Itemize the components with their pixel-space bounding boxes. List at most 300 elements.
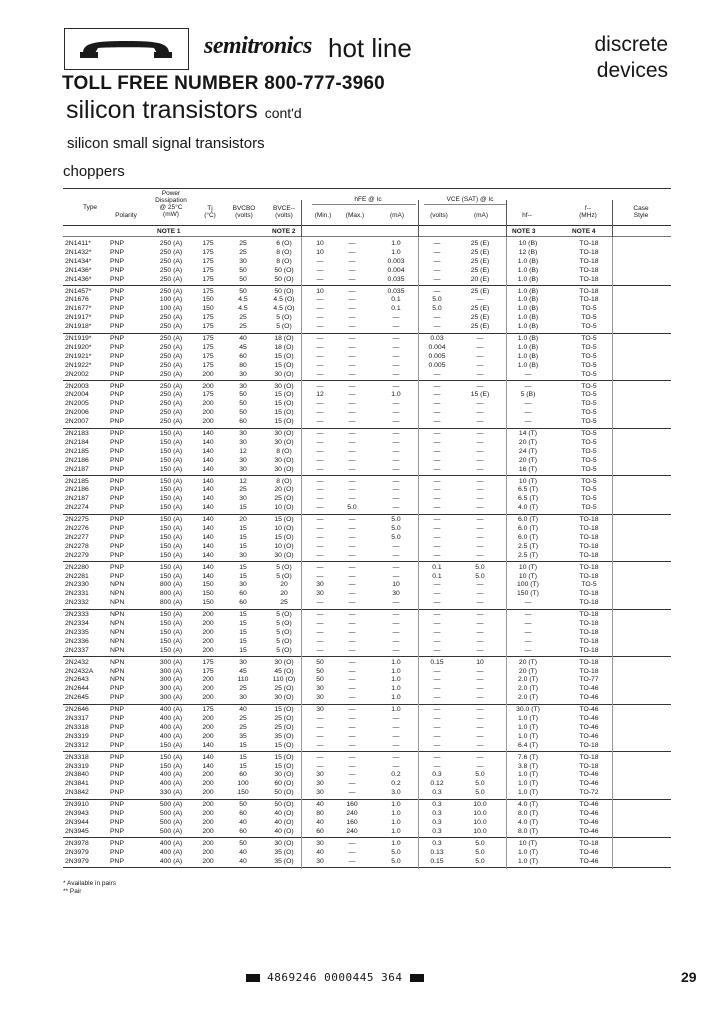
cell-vce-volts: — [433, 620, 441, 627]
cell-polarity: PNP [110, 706, 124, 714]
cell-polarity: PNP [110, 801, 124, 809]
cell-power: 300 (A) [159, 685, 183, 693]
cell-vce-ma: — [476, 382, 484, 390]
cell-hfe2: 10 (T) [518, 572, 538, 580]
cell-hfe-ma: 0.1 [391, 296, 401, 304]
cell-hfe-min: — [316, 516, 324, 524]
cell-bvcbo: 50 [239, 839, 247, 847]
group-rule [63, 799, 671, 800]
cell-power: 250 (A) [159, 382, 183, 390]
cell-ft: TO-18 [579, 516, 599, 524]
cell-bvce: 18 (O) [274, 343, 294, 351]
cell-tj: 200 [202, 771, 214, 779]
group-rule [63, 704, 671, 705]
cell-hfe-ma: 1.0 [391, 685, 401, 693]
cell-hfe-ma: 1.0 [391, 694, 401, 702]
cell-power: 250 (A) [159, 323, 183, 331]
cell-tj: 200 [202, 418, 214, 426]
cell-vce-ma: — [476, 456, 484, 464]
cell-hfe2: 1.0 (B) [517, 257, 539, 265]
cell-type: 2N2187 [65, 495, 89, 503]
cell-type: 2N2004 [65, 391, 89, 399]
cell-hfe-max: 240 [346, 827, 358, 835]
cell-tj: 200 [202, 839, 214, 847]
cell-hfe-max: — [348, 305, 356, 313]
cell-tj: 200 [202, 694, 214, 702]
cell-bvce: 30 (O) [274, 456, 294, 464]
cell-tj: 175 [202, 667, 214, 675]
cell-hfe2: 2.0 (T) [517, 685, 539, 693]
cell-hfe-max: — [348, 361, 356, 369]
col-header-vce-volts: (volts) [430, 212, 448, 219]
cell-hfe2: — [524, 400, 532, 408]
cell-vce-volts: — [433, 753, 441, 761]
cell-polarity: PNP [110, 361, 124, 369]
cell-hfe-min: — [316, 447, 324, 455]
cell-vce-volts: — [433, 240, 441, 247]
cell-ft: TO-18 [579, 275, 599, 283]
note-2-tag: NOTE 2 [272, 228, 296, 235]
cell-bvce: 110 (O) [272, 676, 296, 684]
cell-hfe-max: — [348, 275, 356, 283]
cell-tj: 175 [202, 257, 214, 265]
cell-type: 2N1921* [65, 352, 92, 360]
cell-vce-volts: — [433, 430, 441, 437]
cell-ft: TO-77 [579, 676, 599, 684]
cell-type: 2N1457* [65, 287, 92, 295]
cell-ft: TO-18 [579, 667, 599, 675]
cell-bvce: 5 (O) [276, 323, 292, 331]
cell-tj: 175 [202, 658, 214, 666]
cell-polarity: NPN [110, 581, 125, 589]
col-header-bvcbo [226, 205, 262, 219]
cell-polarity: PNP [110, 810, 124, 817]
cell-hfe2: 1.0 (B) [517, 323, 539, 331]
cell-vce-ma: 10 [476, 658, 484, 666]
cell-hfe-min: 30 [316, 789, 324, 797]
cell-hfe2: 8.0 (T) [517, 810, 539, 817]
cell-vce-ma: 10.0 [473, 818, 487, 826]
cell-type: 2N2183 [65, 430, 89, 437]
cell-type: 2N1436* [65, 275, 92, 283]
cell-hfe-ma: — [392, 637, 400, 645]
cell-ft: TO-5 [581, 382, 597, 390]
cell-hfe-min: 50 [316, 667, 324, 675]
cell-vce-volts: — [433, 495, 441, 503]
cell-power: 150 (A) [159, 542, 183, 550]
cell-power: 500 (A) [159, 827, 183, 835]
header-divider [418, 200, 419, 237]
cell-vce-ma: — [476, 465, 484, 473]
cell-vce-volts: 0.15 [430, 857, 444, 865]
cell-ft: TO-46 [579, 706, 599, 714]
cell-ft: TO-5 [581, 343, 597, 351]
cell-hfe-min: — [316, 486, 324, 494]
cell-ft: TO-5 [581, 465, 597, 473]
cell-type: 2N3910 [65, 801, 89, 809]
cell-hfe-min: — [316, 465, 324, 473]
cell-ft: TO-46 [579, 801, 599, 809]
cell-vce-ma: — [476, 430, 484, 437]
cell-bvce: 5 (O) [276, 611, 292, 619]
cell-tj: 200 [202, 400, 214, 408]
cell-vce-ma: — [476, 599, 484, 607]
cell-bvcbo: 12 [239, 447, 247, 455]
cell-vce-ma: 25 (E) [470, 266, 490, 274]
cell-tj: 140 [202, 456, 214, 464]
cell-type: 2N1411* [65, 240, 91, 247]
cell-type: 2N2006 [65, 409, 89, 417]
cell-vce-volts: 0.3 [432, 789, 442, 797]
cell-hfe2: 1.0 (B) [517, 296, 539, 304]
cell-tj: 140 [202, 430, 214, 437]
cell-vce-ma: 25 (E) [470, 248, 490, 256]
cell-bvce: 30 (O) [274, 370, 294, 378]
cell-polarity: PNP [110, 753, 124, 761]
cell-bvce: 10 (O) [274, 525, 294, 532]
cell-hfe2: — [524, 628, 532, 636]
cell-hfe2: 150 (T) [517, 590, 539, 598]
cell-bvce: 25 (O) [274, 715, 294, 722]
cell-power: 150 (A) [159, 465, 183, 473]
cell-bvcbo: 25 [239, 486, 247, 494]
col-header-tj [198, 205, 222, 219]
cell-hfe-ma: 5.0 [391, 533, 401, 541]
cell-hfe2: 20 (T) [518, 658, 538, 666]
cell-bvce: 30 (O) [274, 658, 294, 666]
cell-bvcbo: 15 [239, 646, 247, 654]
cell-hfe-max: 160 [346, 801, 358, 809]
cell-polarity: PNP [110, 275, 124, 283]
cell-tj: 140 [202, 495, 214, 503]
cell-hfe-max: — [348, 257, 356, 265]
cell-ft: TO-18 [579, 741, 599, 749]
cell-hfe-ma: — [392, 762, 400, 770]
cell-tj: 200 [202, 409, 214, 417]
cell-hfe-ma: — [392, 418, 400, 426]
cell-polarity: PNP [110, 723, 124, 731]
cell-polarity: PNP [110, 848, 124, 856]
cell-tj: 140 [202, 753, 214, 761]
cell-polarity: NPN [110, 620, 125, 627]
cell-power: 150 (A) [159, 563, 183, 571]
cell-type: 2N2646 [65, 706, 89, 714]
cell-vce-ma: — [476, 533, 484, 541]
header-divider [301, 200, 302, 237]
cell-hfe-ma: — [392, 563, 400, 571]
cell-hfe-max: — [348, 848, 356, 856]
cell-hfe-max: — [348, 611, 356, 619]
cell-bvcbo: 30 [239, 551, 247, 559]
cell-hfe-ma: — [392, 504, 400, 512]
cell-hfe2: — [524, 382, 532, 390]
cell-bvcbo: 30 [239, 495, 247, 503]
cell-polarity: PNP [110, 516, 124, 524]
cell-vce-ma: 5.0 [475, 839, 485, 847]
cell-hfe-ma: — [392, 572, 400, 580]
cell-hfe-ma: 1.0 [391, 658, 401, 666]
cell-bvcbo: 60 [239, 352, 247, 360]
cell-tj: 200 [202, 611, 214, 619]
cell-vce-ma: — [476, 706, 484, 714]
cell-tj: 200 [202, 818, 214, 826]
cell-power: 250 (A) [159, 418, 183, 426]
cell-bvcbo: 25 [239, 323, 247, 331]
cell-hfe-ma: 0.003 [387, 257, 405, 265]
cell-bvce: 20 (O) [274, 486, 294, 494]
cell-hfe-min: — [316, 741, 324, 749]
cell-hfe2: 6.5 (T) [517, 486, 539, 494]
cell-power: 100 (A) [159, 305, 183, 313]
cell-hfe2: 20 (T) [518, 438, 538, 446]
cell-polarity: PNP [110, 495, 124, 503]
cell-bvce: 30 (O) [274, 438, 294, 446]
cell-vce-volts: — [433, 266, 441, 274]
cell-power: 250 (A) [159, 275, 183, 283]
cell-hfe-max: — [348, 400, 356, 408]
cell-hfe2: 1.0 (T) [517, 848, 539, 856]
cell-polarity: PNP [110, 542, 124, 550]
cell-hfe2: 6.5 (T) [517, 495, 539, 503]
group-rule [63, 561, 671, 562]
cell-hfe-min: — [316, 361, 324, 369]
cell-power: 250 (A) [159, 335, 183, 342]
cell-hfe-min: 80 [316, 810, 324, 817]
cell-bvce: 60 (O) [274, 780, 294, 788]
cell-bvce: 8 (O) [276, 447, 292, 455]
cell-power: 330 (A) [159, 789, 183, 797]
cell-power: 100 (A) [159, 296, 183, 304]
cell-ft: TO-46 [579, 848, 599, 856]
cell-bvce: 50 (O) [274, 287, 294, 295]
cell-tj: 150 [202, 599, 214, 607]
cell-type: 2N2333 [65, 611, 89, 619]
cell-vce-ma: — [476, 495, 484, 503]
cell-type: 2N1432* [65, 248, 92, 256]
cell-hfe-min: — [316, 400, 324, 408]
cell-hfe-max: — [348, 352, 356, 360]
cell-vce-volts: 0.3 [432, 810, 442, 817]
cell-polarity: PNP [110, 409, 124, 417]
cell-hfe-max: — [348, 551, 356, 559]
cell-hfe-min: 10 [316, 248, 324, 256]
cell-polarity: PNP [110, 839, 124, 847]
header-bottom-rule [63, 225, 671, 226]
cell-tj: 140 [202, 477, 214, 485]
cell-type: 2N1920* [65, 343, 92, 351]
cell-vce-ma: — [476, 352, 484, 360]
cell-hfe2: 1.0 (B) [517, 352, 539, 360]
cell-ft: TO-18 [579, 620, 599, 627]
cell-power: 800 (A) [159, 581, 183, 589]
cell-ft: TO-5 [581, 477, 597, 485]
cell-hfe-max: 240 [346, 810, 358, 817]
cell-power: 150 (A) [159, 533, 183, 541]
cell-bvce: 15 (O) [274, 516, 294, 524]
power-line-3: @ 25°C [159, 204, 183, 211]
toll-free-number: TOLL FREE NUMBER 800-777-3960 [62, 73, 385, 94]
cell-hfe-ma: — [392, 343, 400, 351]
cell-vce-ma: — [476, 400, 484, 408]
cell-vce-volts: — [433, 382, 441, 390]
cell-tj: 175 [202, 287, 214, 295]
cell-hfe-min: 50 [316, 676, 324, 684]
cell-tj: 140 [202, 465, 214, 473]
cell-hfe-max: — [348, 516, 356, 524]
cell-ft: TO-18 [579, 637, 599, 645]
cell-hfe2: 1.0 (B) [517, 287, 539, 295]
cell-vce-volts: — [433, 685, 441, 693]
cell-type: 2N3318 [65, 723, 89, 731]
cell-vce-ma: 5.0 [475, 572, 485, 580]
cell-bvcbo: 150 [237, 789, 249, 797]
cell-bvce: 15 (O) [274, 753, 294, 761]
cell-ft: TO-18 [579, 542, 599, 550]
cell-bvce: 50 (O) [274, 801, 294, 809]
ft-line-2: (MHz) [579, 212, 597, 219]
cell-power: 150 (A) [159, 620, 183, 627]
cell-polarity: NPN [110, 658, 125, 666]
cell-vce-ma: 25 (E) [470, 314, 490, 322]
cell-hfe-min: — [316, 257, 324, 265]
cell-hfe-max: — [348, 658, 356, 666]
cell-type: 2N2334 [65, 620, 89, 627]
cell-polarity: NPN [110, 646, 125, 654]
cell-vce-ma: — [476, 685, 484, 693]
column-divider [418, 237, 419, 869]
col-header-type: Type [82, 204, 98, 211]
cell-tj: 175 [202, 391, 214, 399]
cell-tj: 140 [202, 762, 214, 770]
cell-power: 400 (A) [159, 732, 183, 740]
cell-bvcbo: 25 [239, 715, 247, 722]
cell-type: 2N2331 [65, 590, 89, 598]
cell-tj: 175 [202, 314, 214, 322]
cell-bvce: 30 (O) [274, 551, 294, 559]
cell-vce-volts: — [433, 477, 441, 485]
cell-vce-volts: 0.3 [432, 801, 442, 809]
cell-hfe-max: — [348, 715, 356, 722]
cell-vce-volts: — [433, 667, 441, 675]
cell-vce-ma: — [476, 361, 484, 369]
cell-hfe-ma: — [392, 352, 400, 360]
cell-hfe-ma: 1.0 [391, 818, 401, 826]
cell-vce-ma: — [476, 694, 484, 702]
cell-bvce: 35 (O) [274, 732, 294, 740]
group-rule [63, 867, 671, 868]
cell-type: 2N2645 [65, 694, 89, 702]
cell-hfe-min: — [316, 628, 324, 636]
cell-ft: TO-46 [579, 732, 599, 740]
cell-hfe-ma: — [392, 715, 400, 722]
cell-polarity: PNP [110, 771, 124, 779]
cell-bvcbo: 30 [239, 257, 247, 265]
cell-vce-volts: — [433, 248, 441, 256]
note-1-tag: NOTE 1 [157, 228, 181, 235]
cell-ft: TO-5 [581, 504, 597, 512]
cell-hfe2: 4.0 (T) [517, 504, 539, 512]
cell-ft: TO-18 [579, 611, 599, 619]
cell-bvce: 20 [280, 581, 288, 589]
cell-hfe-max: — [348, 732, 356, 740]
cell-vce-ma: — [476, 611, 484, 619]
cell-hfe-ma: — [392, 447, 400, 455]
cell-ft: TO-18 [579, 551, 599, 559]
cell-bvce: 45 (O) [274, 667, 294, 675]
cell-power: 500 (A) [159, 818, 183, 826]
cell-bvce: 20 [280, 590, 288, 598]
cell-hfe-ma: 3.0 [391, 789, 401, 797]
cell-bvcbo: 50 [239, 400, 247, 408]
cell-hfe-ma: 1.0 [391, 667, 401, 675]
cell-hfe-max: — [348, 741, 356, 749]
cell-hfe-ma: — [392, 646, 400, 654]
cell-bvcbo: 30 [239, 581, 247, 589]
cell-hfe-ma: — [392, 409, 400, 417]
cell-polarity: PNP [110, 789, 124, 797]
cell-ft: TO-5 [581, 447, 597, 455]
cell-bvcbo: 50 [239, 801, 247, 809]
cell-hfe-min: 40 [316, 801, 324, 809]
cell-power: 150 (A) [159, 753, 183, 761]
cell-polarity: PNP [110, 335, 124, 342]
cell-ft: TO-18 [579, 753, 599, 761]
cell-vce-ma: 5.0 [475, 848, 485, 856]
cell-hfe-ma: — [392, 456, 400, 464]
cell-bvcbo: 100 [237, 780, 249, 788]
cell-hfe2: 3.8 (T) [517, 762, 539, 770]
cell-vce-ma: — [476, 551, 484, 559]
cell-type: 2N2002 [65, 370, 89, 378]
cell-hfe-max: — [348, 287, 356, 295]
cell-hfe-max: — [348, 266, 356, 274]
notes-rule [63, 236, 671, 237]
bvce-line-1: BVCE-- [272, 205, 296, 212]
cell-hfe2: — [524, 418, 532, 426]
cell-hfe-min: — [316, 335, 324, 342]
cell-type: 2N3944 [65, 818, 89, 826]
cell-hfe-ma: 5.0 [391, 516, 401, 524]
cell-hfe-max: — [348, 370, 356, 378]
cell-tj: 175 [202, 275, 214, 283]
cell-hfe2: 20 (T) [518, 667, 538, 675]
cell-tj: 150 [202, 305, 214, 313]
cell-hfe-min: — [316, 495, 324, 503]
cell-hfe-ma: — [392, 723, 400, 731]
cell-hfe2: 2.5 (T) [517, 551, 539, 559]
cell-vce-ma: — [476, 741, 484, 749]
cell-vce-ma: — [476, 370, 484, 378]
cell-hfe2: 1.0 (T) [517, 723, 539, 731]
cell-ft: TO-18 [579, 762, 599, 770]
cell-power: 150 (A) [159, 477, 183, 485]
group-rule [63, 333, 671, 334]
cell-type: 2N3943 [65, 810, 89, 817]
column-divider [612, 237, 613, 869]
cell-hfe-ma: 0.2 [391, 771, 401, 779]
cell-vce-ma: — [476, 542, 484, 550]
cell-ft: TO-18 [579, 590, 599, 598]
cell-vce-ma: 25 (E) [470, 240, 490, 247]
cell-bvcbo: 30 [239, 370, 247, 378]
cell-tj: 200 [202, 715, 214, 722]
header-divider [506, 200, 507, 237]
cell-vce-ma: — [476, 723, 484, 731]
cell-hfe-ma: 0.2 [391, 780, 401, 788]
cell-ft: TO-18 [579, 266, 599, 274]
cell-tj: 140 [202, 525, 214, 532]
cell-bvcbo: 30 [239, 658, 247, 666]
